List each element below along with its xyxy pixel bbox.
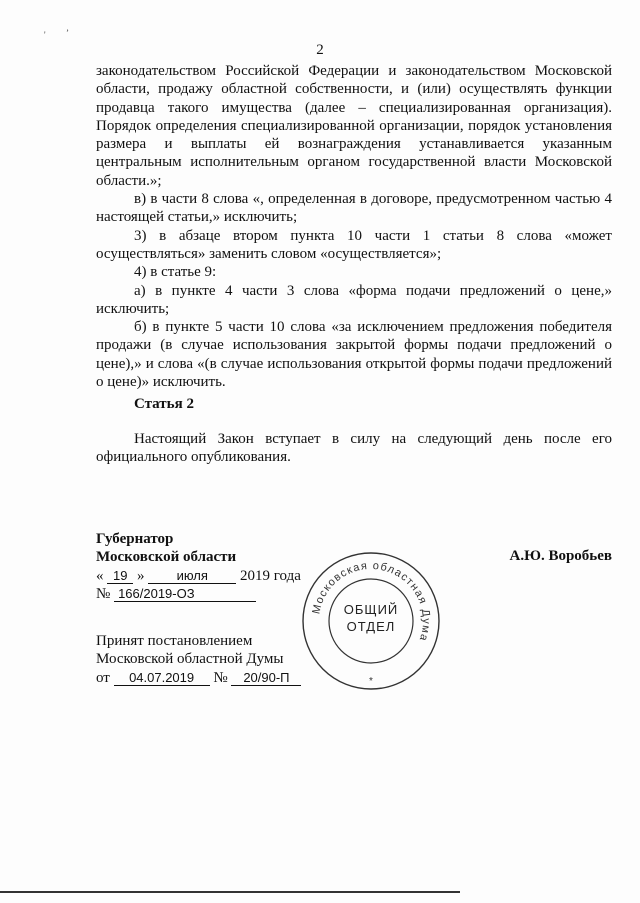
paragraph: в) в части 8 слова «, определенная в договоре, предусмотренном частью 4 настоящей статьи,» исключить; bbox=[96, 191, 612, 226]
adoption-number-label: № bbox=[213, 669, 228, 686]
paragraph: 4) в статье 9: bbox=[134, 264, 217, 281]
law-number bbox=[96, 586, 256, 603]
paragraph: 3) в абзаце втором пункта 10 части 1 статьи 8 слова «может осуществляться» заменить словом «осуществляется»; bbox=[96, 227, 612, 262]
adoption-number: 20/90-П bbox=[231, 670, 301, 686]
stamp-star-icon: * bbox=[369, 676, 373, 687]
number-label: № bbox=[96, 586, 111, 602]
paragraph: а) в пункте 4 части 3 слова «форма подачи предложений о цене,» исключить; bbox=[96, 282, 612, 317]
scan-mark: ' bbox=[44, 30, 46, 40]
stamp-center-line: ОТДЕЛ bbox=[346, 619, 396, 634]
paragraph: законодательством Российской Федерации и законодательством Московской области, продажу областной собственности, и (или) осуществлять функции продавца такого имущества (далее – специализированная организация). Порядок определения специализированной организации, порядок установления размера и выплаты ей вознаграждения устанавливается указанным центральным исполнительным органом государственной власти Московской области.»; bbox=[96, 63, 612, 189]
date-day: 19 bbox=[107, 568, 133, 584]
scan-mark: ’ bbox=[66, 28, 69, 38]
stamp-center-text bbox=[300, 601, 442, 635]
date-close-quote: » bbox=[137, 568, 145, 584]
adoption-reference bbox=[96, 669, 301, 687]
adoption-line: Принят постановлением bbox=[96, 633, 253, 649]
page-number: 2 bbox=[316, 42, 324, 58]
adoption-line: Московской областной Думы bbox=[96, 651, 284, 668]
adoption-block bbox=[96, 632, 301, 687]
signature-title-line: Московской области bbox=[96, 549, 237, 566]
adoption-date: 04.07.2019 bbox=[114, 670, 210, 686]
date-year: 2019 года bbox=[240, 568, 301, 584]
signature-title-line: Губернатор bbox=[96, 531, 174, 547]
law-number-value: 166/2019-ОЗ bbox=[114, 586, 256, 602]
from-label: от bbox=[96, 669, 110, 686]
stamp-center-line: ОБЩИЙ bbox=[343, 602, 399, 617]
date-month: июля bbox=[148, 568, 236, 584]
paragraph: б) в пункте 5 части 10 слова «за исключением предложения победителя продажи (в случае использования закрытой формы подачи предложений о цене),» и слова «(в случае использования открытой формы подачи предложений о цене)» исключить. bbox=[96, 319, 612, 391]
bottom-scan-edge bbox=[0, 891, 460, 893]
signature-date bbox=[96, 568, 301, 585]
paragraph: Настоящий Закон вступает в силу на следующий день после его официального опубликования. bbox=[96, 431, 612, 466]
final-paragraph bbox=[96, 430, 612, 467]
body-text bbox=[96, 62, 612, 391]
stamp-ring-text-path: Московская областная Дума bbox=[310, 559, 433, 644]
signatory-name: А.Ю. Воробьев bbox=[509, 548, 612, 564]
signature-title bbox=[96, 530, 236, 567]
date-open-quote: « bbox=[96, 568, 104, 584]
article-heading: Статья 2 bbox=[134, 396, 194, 412]
